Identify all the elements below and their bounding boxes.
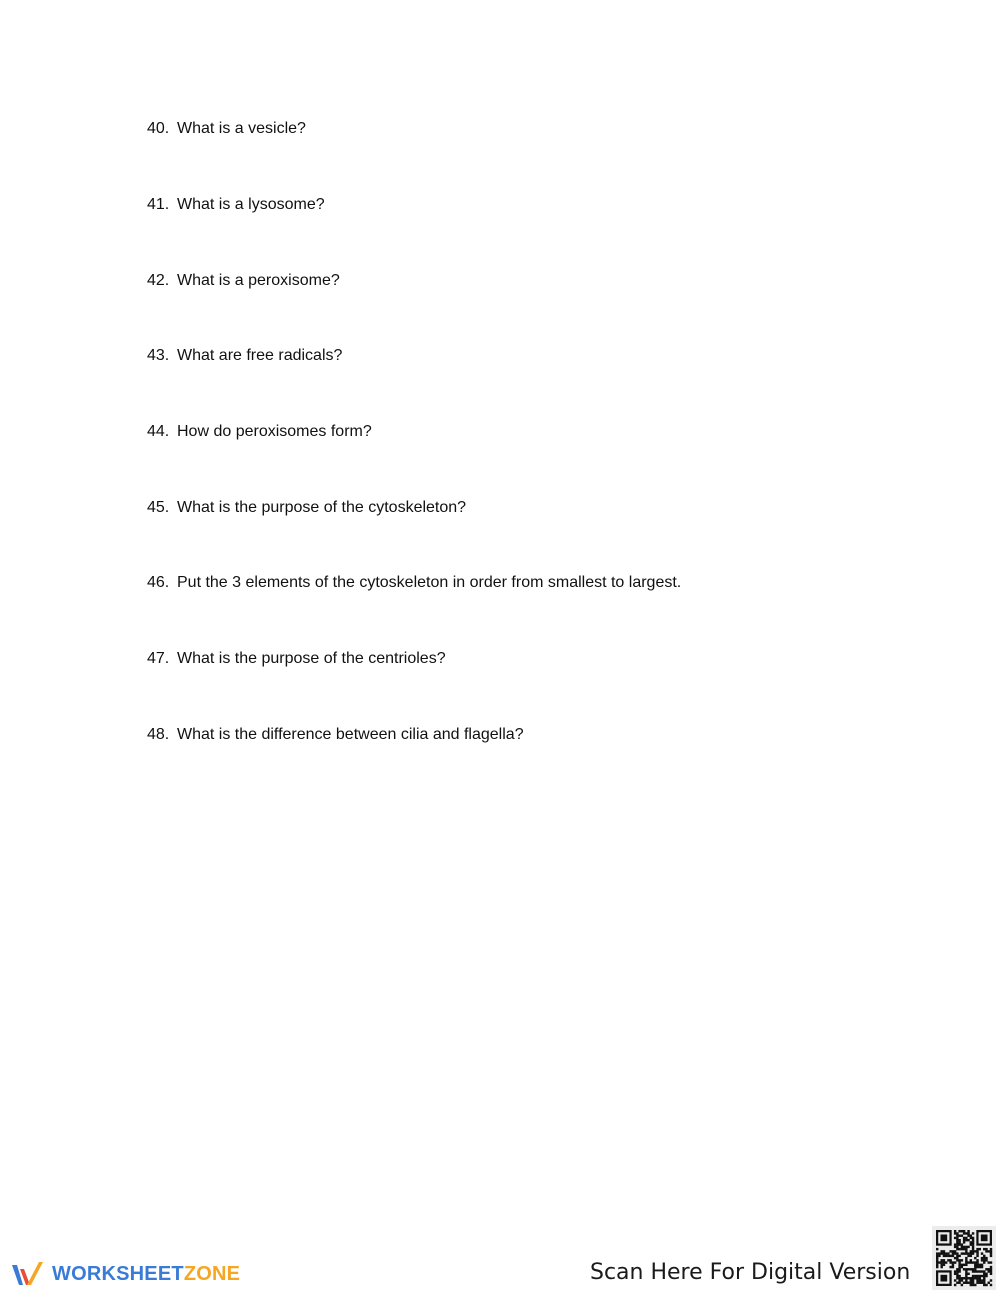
question-text: What is the purpose of the cytoskeleton? xyxy=(177,499,467,516)
question-text: What is a vesicle? xyxy=(177,120,306,137)
worksheetzone-logo-icon xyxy=(10,1259,46,1289)
question-number: 46. xyxy=(147,574,170,591)
question-number: 40. xyxy=(147,120,170,137)
question-number: 41. xyxy=(147,196,170,213)
question-number: 44. xyxy=(147,423,170,440)
question-item xyxy=(147,725,524,745)
question-item xyxy=(147,498,466,518)
question-item xyxy=(147,573,681,593)
scan-here-text: Scan Here For Digital Version xyxy=(590,1260,911,1285)
question-text: What are free radicals? xyxy=(177,347,343,364)
worksheetzone-logo[interactable] xyxy=(10,1258,240,1290)
question-item xyxy=(147,422,372,442)
question-text: What is the difference between cilia and flagella? xyxy=(177,726,524,743)
question-item xyxy=(147,346,342,366)
question-item xyxy=(147,119,306,139)
question-item xyxy=(147,649,446,669)
logo-text xyxy=(52,1263,240,1286)
question-text: What is a peroxisome? xyxy=(177,272,340,289)
question-text: Put the 3 elements of the cytoskeleton in order from smallest to largest. xyxy=(177,574,682,591)
question-item xyxy=(147,271,340,291)
qr-code[interactable] xyxy=(932,1226,996,1290)
qr-code-icon xyxy=(932,1226,996,1290)
question-number: 47. xyxy=(147,650,170,667)
question-number: 42. xyxy=(147,272,170,289)
question-text: What is a lysosome? xyxy=(177,196,325,213)
question-number: 48. xyxy=(147,726,170,743)
logo-word-worksheet: WORKSHEET xyxy=(52,1262,184,1285)
logo-word-zone: ZONE xyxy=(183,1262,241,1285)
question-item xyxy=(147,195,325,215)
question-number: 43. xyxy=(147,347,170,364)
question-text: What is the purpose of the centrioles? xyxy=(177,650,446,667)
question-number: 45. xyxy=(147,499,170,516)
question-text: How do peroxisomes form? xyxy=(177,423,372,440)
